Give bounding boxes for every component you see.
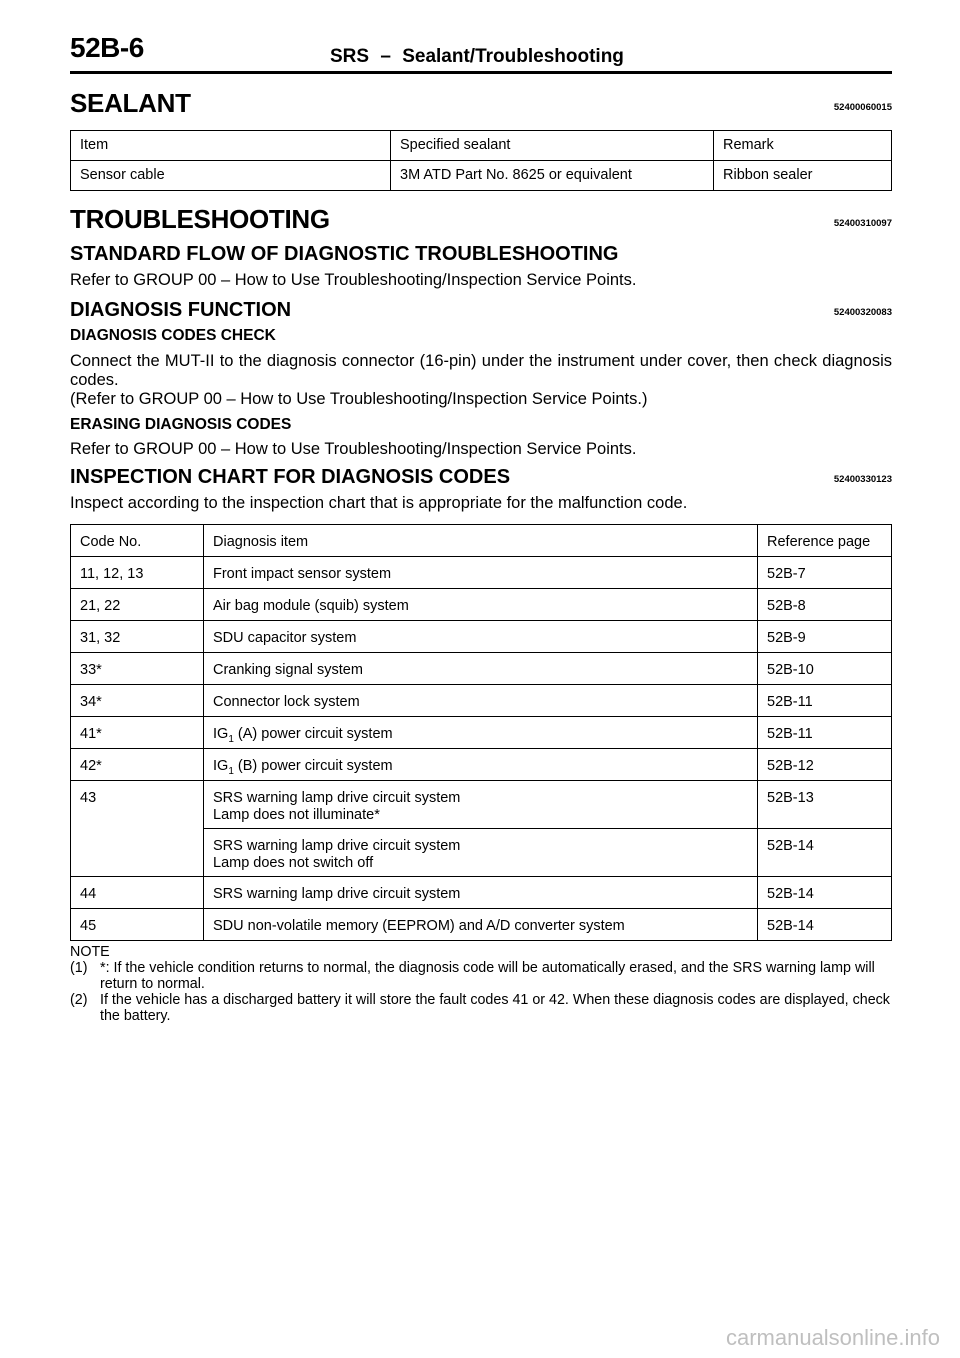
codes-check-reference: (Refer to GROUP 00 – How to Use Troubleshooting/Inspection Service Points.) xyxy=(70,390,648,408)
table-header-row xyxy=(71,131,892,161)
item-cell: SDU capacitor system xyxy=(204,621,758,653)
page-cell: 52B-9 xyxy=(758,621,892,653)
item-cell: Air bag module (squib) system xyxy=(204,589,758,621)
item-cell xyxy=(204,717,758,749)
column-header: Diagnosis item xyxy=(204,525,758,557)
erasing-text: Refer to GROUP 00 – How to Use Troubleshooting/Inspection Service Points. xyxy=(70,440,637,458)
code-cell: 11, 12, 13 xyxy=(71,557,204,589)
codes-check-text: Connect the MUT-II to the diagnosis connector (16-pin) under the instrument under cover, then check diagnosis codes. xyxy=(70,352,892,389)
item-subscript: 1 xyxy=(228,765,234,777)
page-cell: 52B-8 xyxy=(758,589,892,621)
page-cell: 52B-12 xyxy=(758,749,892,781)
watermark: carmanualsonline.info xyxy=(725,1325,940,1350)
sealant-ref: 52400060015 xyxy=(833,102,892,113)
code-cell: 43 xyxy=(71,781,204,877)
item-subscript: 1 xyxy=(228,733,234,745)
section-name: SRS xyxy=(330,46,370,67)
item-cell: SRS warning lamp drive circuit system xyxy=(204,877,758,909)
table-row xyxy=(71,557,892,589)
column-header: Specified sealant xyxy=(391,131,714,161)
troubleshooting-ref: 52400310097 xyxy=(833,218,892,229)
item-prefix: IG xyxy=(213,726,229,742)
code-cell: 42* xyxy=(71,749,204,781)
table-row xyxy=(71,909,892,941)
item-line: Lamp does not switch off xyxy=(213,855,374,871)
page-cell: 52B-10 xyxy=(758,653,892,685)
inspection-chart-ref: 52400330123 xyxy=(833,474,892,485)
diagnosis-codes-table xyxy=(70,524,892,941)
table-row xyxy=(71,717,892,749)
diagnosis-function-heading: DIAGNOSIS FUNCTION xyxy=(70,299,292,321)
item-cell: Connector lock system xyxy=(204,685,758,717)
table-row xyxy=(71,781,892,829)
title-dash: – xyxy=(380,46,391,67)
table-cell: 3M ATD Part No. 8625 or equivalent xyxy=(391,161,714,191)
code-cell: 41* xyxy=(71,717,204,749)
table-row xyxy=(71,653,892,685)
item-cell: Front impact sensor system xyxy=(204,557,758,589)
code-cell: 31, 32 xyxy=(71,621,204,653)
page-number: 52B-6 xyxy=(70,32,144,63)
column-header: Item xyxy=(71,131,391,161)
table-row xyxy=(71,749,892,781)
item-suffix: (B) power circuit system xyxy=(233,758,393,774)
sealant-table xyxy=(70,130,892,191)
note-label: NOTE xyxy=(70,944,110,960)
item-line: SRS warning lamp drive circuit system xyxy=(213,838,461,854)
code-cell: 21, 22 xyxy=(71,589,204,621)
note-number: (1) xyxy=(70,960,88,976)
inspection-chart-intro: Inspect according to the inspection chart that is appropriate for the malfunction code. xyxy=(70,494,688,512)
item-cell: Cranking signal system xyxy=(204,653,758,685)
page-cell: 52B-7 xyxy=(758,557,892,589)
code-cell: 34* xyxy=(71,685,204,717)
sealant-heading: SEALANT xyxy=(70,88,191,118)
note-text: *: If the vehicle condition returns to normal, the diagnosis code will be automatically erased, and the SRS warning lamp will return to normal. xyxy=(100,960,875,992)
item-suffix: (A) power circuit system xyxy=(233,726,393,742)
table-row xyxy=(71,685,892,717)
item-line: SRS warning lamp drive circuit system xyxy=(213,790,461,806)
note-item xyxy=(70,960,892,992)
page-cell: 52B-14 xyxy=(758,909,892,941)
erasing-heading: ERASING DIAGNOSIS CODES xyxy=(70,416,292,433)
page-cell: 52B-13 xyxy=(758,781,892,829)
running-title xyxy=(330,46,624,68)
item-prefix: IG xyxy=(213,758,229,774)
column-header: Code No. xyxy=(71,525,204,557)
item-line: Lamp does not illuminate* xyxy=(213,807,380,823)
code-cell: 33* xyxy=(71,653,204,685)
column-header: Remark xyxy=(714,131,892,161)
inspection-chart-heading: INSPECTION CHART FOR DIAGNOSIS CODES xyxy=(70,466,511,488)
note-item xyxy=(70,992,892,1024)
column-header: Reference page xyxy=(758,525,892,557)
header-rule xyxy=(70,71,892,74)
page-cell: 52B-14 xyxy=(758,877,892,909)
code-cell: 45 xyxy=(71,909,204,941)
table-row xyxy=(71,877,892,909)
table-cell: Sensor cable xyxy=(71,161,391,191)
topic-name: Sealant/Troubleshooting xyxy=(402,46,624,67)
page-cell: 52B-11 xyxy=(758,717,892,749)
note-number: (2) xyxy=(70,992,88,1008)
page-cell: 52B-14 xyxy=(758,829,892,877)
note-block xyxy=(70,944,892,1024)
diagnosis-function-ref: 52400320083 xyxy=(833,307,892,318)
codes-check-heading: DIAGNOSIS CODES CHECK xyxy=(70,327,276,344)
item-cell: SDU non-volatile memory (EEPROM) and A/D converter system xyxy=(204,909,758,941)
table-cell: Ribbon sealer xyxy=(714,161,892,191)
item-cell xyxy=(204,829,758,877)
table-row xyxy=(71,161,892,191)
table-row xyxy=(71,621,892,653)
code-cell: 44 xyxy=(71,877,204,909)
table-header-row xyxy=(71,525,892,557)
item-cell xyxy=(204,781,758,829)
item-cell xyxy=(204,749,758,781)
page-cell: 52B-11 xyxy=(758,685,892,717)
note-text: If the vehicle has a discharged battery it will store the fault codes 41 or 42. When these diagnosis codes are displayed, check the battery. xyxy=(100,992,890,1024)
troubleshooting-heading: TROUBLESHOOTING xyxy=(70,204,330,234)
standard-flow-heading: STANDARD FLOW OF DIAGNOSTIC TROUBLESHOOTING xyxy=(70,243,619,265)
table-row xyxy=(71,589,892,621)
standard-flow-text: Refer to GROUP 00 – How to Use Troubleshooting/Inspection Service Points. xyxy=(70,271,637,289)
